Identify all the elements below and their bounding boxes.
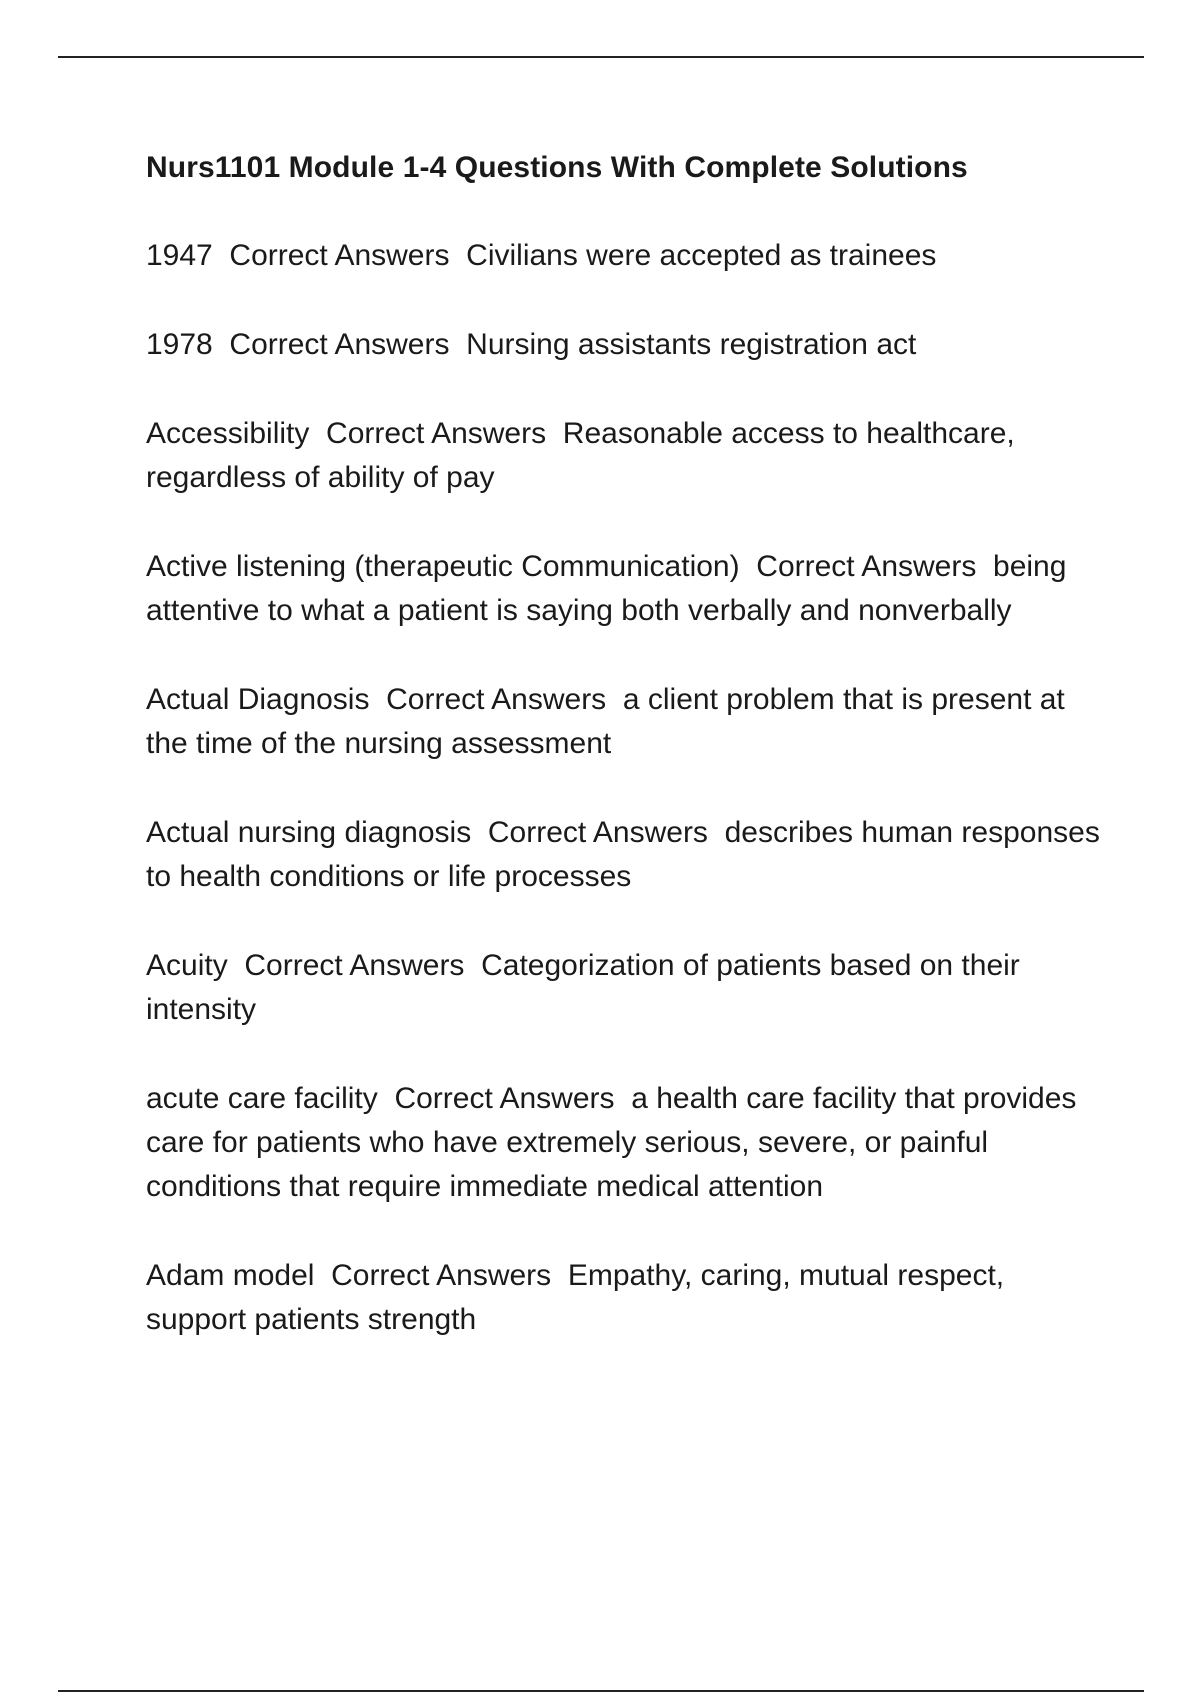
footer-rule — [58, 1690, 1144, 1692]
qa-entry — [146, 323, 1106, 367]
document-title: Nurs1101 Module 1-4 Questions With Complete Solutions — [146, 151, 968, 184]
entry-term: Acuity — [146, 949, 228, 982]
entry-answer: Reasonable access to healthcare, regardless of ability of pay — [146, 417, 1015, 494]
qa-entry — [146, 412, 1106, 500]
entry-answer: a health care facility that provides care for patients who have extremely serious, severe, or painful conditions that require immediate medical attention — [146, 1082, 1077, 1203]
entry-separator: Correct Answers — [227, 949, 482, 982]
entry-answer: describes human responses to health conditions or life processes — [146, 816, 1100, 893]
entry-separator: Correct Answers — [212, 328, 467, 361]
header-rule — [58, 56, 1144, 58]
entry-separator: Correct Answers — [212, 239, 467, 272]
entry-separator: Correct Answers — [377, 1082, 632, 1115]
entry-answer: Civilians were accepted as trainees — [466, 239, 937, 272]
entry-answer: Nursing assistants registration act — [466, 328, 917, 361]
qa-entry — [146, 944, 1106, 1032]
entry-term: Actual Diagnosis — [146, 683, 370, 716]
entry-term: Accessibility — [146, 417, 310, 450]
qa-entry — [146, 678, 1106, 766]
entry-term: Adam model — [146, 1259, 315, 1292]
entry-separator: Correct Answers — [309, 417, 563, 450]
entry-term: acute care facility — [146, 1082, 378, 1115]
qa-entry — [146, 234, 1106, 278]
qa-entry — [146, 811, 1106, 899]
document-body — [146, 146, 1106, 1387]
entry-term: 1978 — [146, 328, 213, 361]
entry-answer: Categorization of patients based on their intensity — [146, 949, 1020, 1026]
entry-answer: Empathy, caring, mutual respect, support patients strength — [146, 1259, 1005, 1336]
entry-answer: being attentive to what a patient is saying both verbally and nonverbally — [146, 550, 1067, 627]
entry-separator: Correct Answers — [739, 550, 994, 583]
entry-term: 1947 — [146, 239, 213, 272]
entry-separator: Correct Answers — [471, 816, 725, 849]
entry-term: Active listening (therapeutic Communication) — [146, 550, 740, 583]
qa-entry — [146, 545, 1106, 633]
qa-entry — [146, 1254, 1106, 1342]
qa-entry — [146, 1077, 1106, 1209]
entry-separator: Correct Answers — [314, 1259, 568, 1292]
entry-term: Actual nursing diagnosis — [146, 816, 472, 849]
entry-answer: a client problem that is present at the time of the nursing assessment — [146, 683, 1065, 760]
entry-separator: Correct Answers — [369, 683, 623, 716]
